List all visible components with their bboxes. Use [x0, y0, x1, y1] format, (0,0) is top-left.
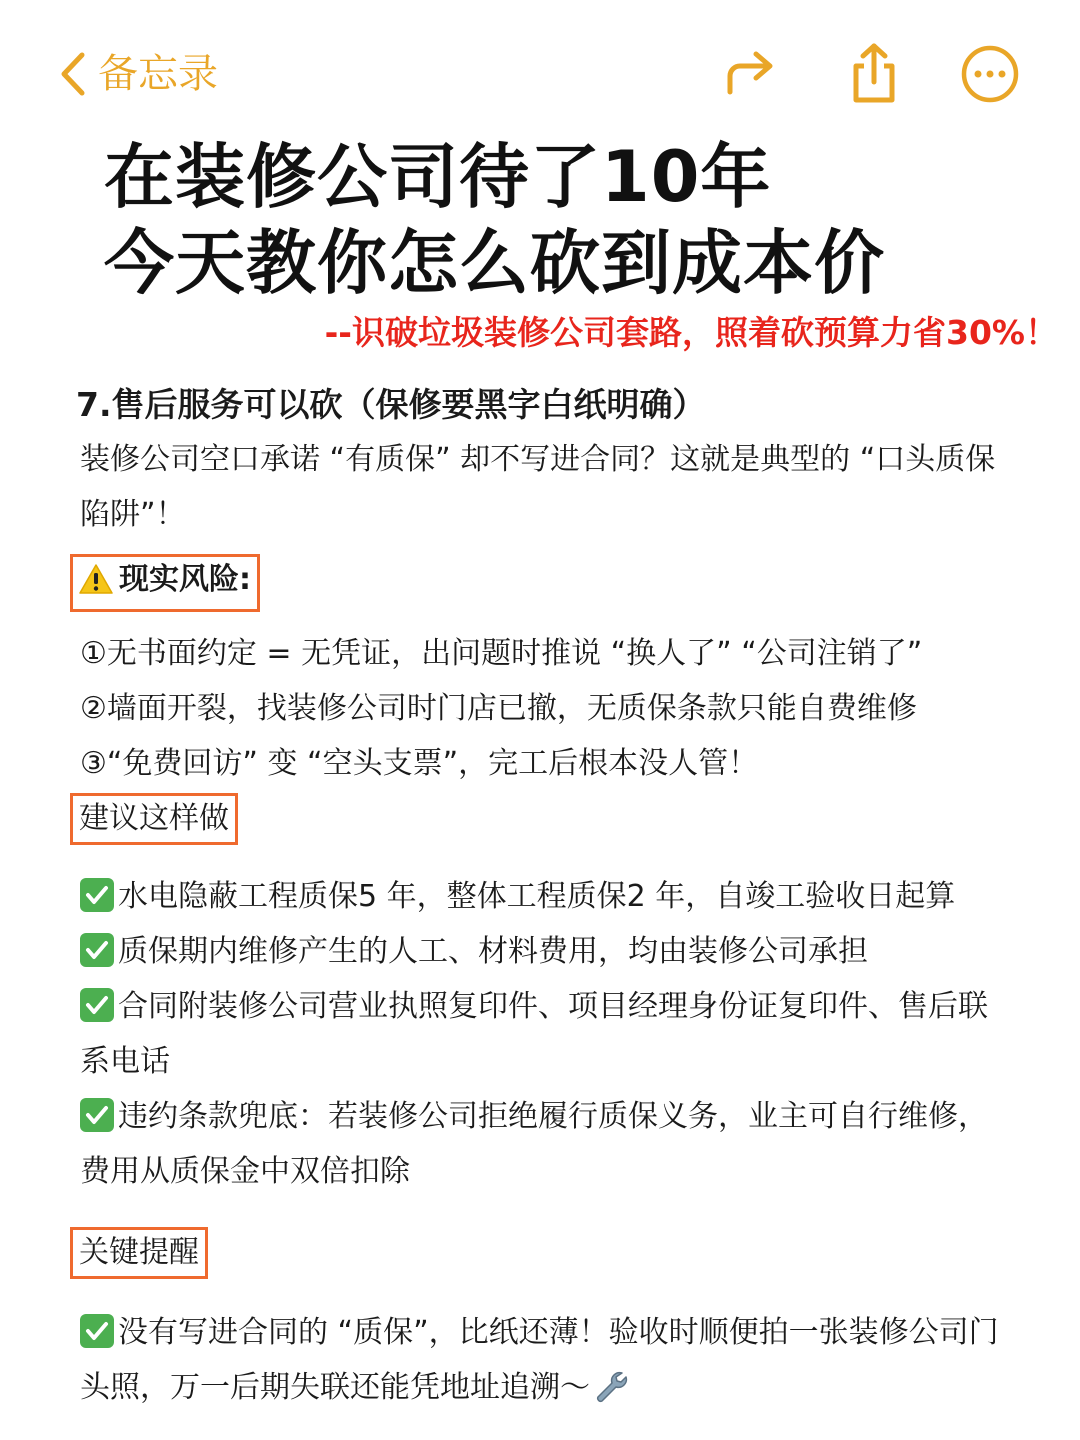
check-icon: [80, 1314, 114, 1348]
risk-item-3: ③“免费回访” 变 “空头支票”，完工后根本没人管！: [80, 746, 759, 781]
back-button[interactable]: [58, 44, 218, 104]
subtitle: --识破垃圾装修公司套路，照着砍预算力省30%！: [324, 313, 1058, 352]
intro-paragraph: 装修公司空口承诺 “有质保” 却不写进合同？这就是典型的 “口头质保陷阱”！: [80, 442, 996, 532]
back-label: 备忘录: [98, 51, 218, 97]
check-icon: [80, 988, 114, 1022]
reminder-item: [80, 1305, 1010, 1421]
navigation-bar: [0, 0, 1080, 130]
share-icon[interactable]: [842, 42, 906, 106]
title-line-2: 今天教你怎么砍到成本价: [104, 222, 885, 304]
advice-text-3: 合同附装修公司营业执照复印件、项目经理身份证复印件、售后联系电话: [80, 989, 988, 1079]
advice-item-3: [80, 979, 1010, 1089]
check-icon: [80, 878, 114, 912]
warning-icon: [79, 563, 113, 607]
note-body: [76, 380, 1010, 1421]
reminder-text: 没有写进合同的 “质保”，比纸还薄！验收时顺便拍一张装修公司门头照，万一后期失联还能凭地址追溯～: [80, 1315, 999, 1405]
redo-icon[interactable]: [718, 42, 782, 106]
section-heading: 7.售后服务可以砍（保修要黑字白纸明确）: [76, 385, 706, 424]
advice-text-2: 质保期内维修产生的人工、材料费用，均由装修公司承担: [118, 934, 868, 969]
advice-text-4: 违约条款兜底：若装修公司拒绝履行质保义务，业主可自行维修，费用从质保金中双倍扣除: [80, 1099, 988, 1189]
check-icon: [80, 1098, 114, 1132]
risk-label: 现实风险:: [119, 562, 251, 597]
wrench-icon: [594, 1366, 628, 1421]
advice-item-4: [80, 1089, 1010, 1199]
page-title: [104, 134, 885, 306]
chevron-left-icon: [58, 49, 88, 99]
risk-item-2: ②墙面开裂，找装修公司时门店已撤，无质保条款只能自费维修: [80, 691, 917, 726]
advice-item-2: [80, 924, 1010, 979]
advice-label: 建议这样做: [70, 793, 238, 845]
risk-item-1: ①无书面约定 = 无凭证，出问题时推说 “换人了” “公司注销了”: [80, 636, 923, 671]
more-icon[interactable]: [958, 42, 1022, 106]
title-line-1: 在装修公司待了10年: [104, 136, 772, 218]
check-icon: [80, 933, 114, 967]
advice-text-1: 水电隐蔽工程质保5 年，整体工程质保2 年，自竣工验收日起算: [118, 879, 956, 914]
reminder-label: 关键提醒: [70, 1227, 208, 1279]
advice-item-1: [80, 869, 1010, 924]
risk-label-box: [70, 554, 260, 612]
